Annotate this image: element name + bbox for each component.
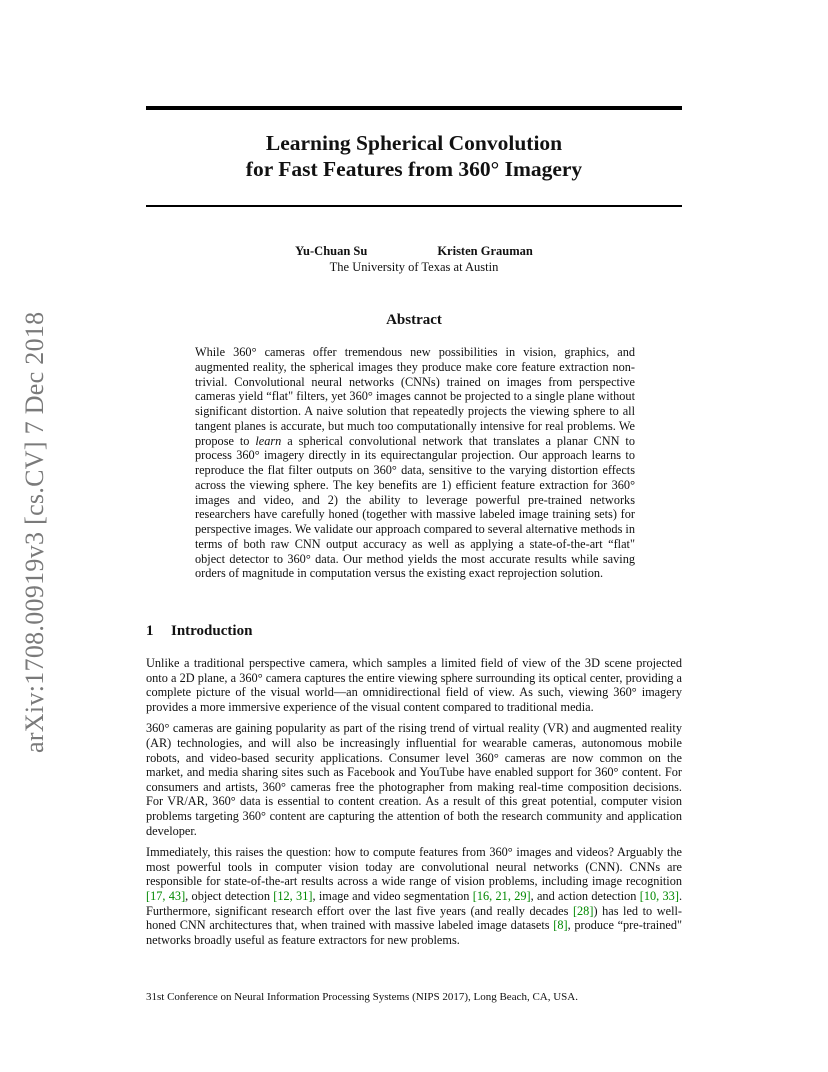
arxiv-identifier: arXiv:1708.00919v3 [cs.CV] 7 Dec 2018 [20,311,49,753]
title-bottom-rule [146,205,682,207]
paragraph: 360° cameras are gaining popularity as part of the rising trend of virtual reality (VR) and augmented reality (AR) technologies, and will also be increasingly influential for wearable cameras, autonomous mobile robots, and video-based security applications. Consumer level 360° cameras are now common on the market, and media sharing sites such as Facebook and YouTube have enabled support for 360° content. For consumers and artists, 360° cameras free the photographer from making real-time composition decisions. For VR/AR, 360° data is essential to content creation. As a result of this great potential, computer vision problems targeting 360° content are capturing the attention of both the research community and application developer. [146,721,682,838]
citation-link[interactable]: [17, 43] [146,888,186,903]
paper-title [146,130,682,182]
section-title: Introduction [171,623,253,639]
paragraph: Unlike a traditional perspective camera, which samples a limited field of view of the 3D scene projected onto a 2D plane, a 360° camera captures the entire viewing sphere surrounding its optical center, providing a complete picture of the visual world—an omnidirectional field of view. As such, viewing 360° imagery provides a more immersive experience of the visual content compared to traditional media. [146,656,682,714]
author-names [146,243,682,259]
citation-link[interactable]: [8] [553,918,568,933]
title-top-rule [146,106,682,110]
title-line-1: Learning Spherical Convolution [265,131,563,155]
author-block [146,243,682,275]
conference-footnote: 31st Conference on Neural Information Processing Systems (NIPS 2017), Long Beach, CA, USA. [146,991,578,1003]
section-heading-introduction [146,623,252,640]
section-number: 1 [146,623,154,639]
title-line-2: for Fast Features from 360° Imagery [245,157,583,181]
introduction-body [146,656,682,954]
abstract-text: While 360° cameras offer tremendous new possibilities in vision, graphics, and augmented reality, the spherical images they produce make core feature extraction non-trivial. Convolutional neural networks (CNNs) trained on images from perspective cameras yield “flat" filters, yet 360° images cannot be projected to a single plane without significant distortion. A naive solution that repeatedly projects the viewing sphere to all tangent planes is accurate, but much too computationally intensive for real problems. We propose to learn a spherical convolutional network that translates a planar CNN to process 360° imagery directly in its equirectangular projection. Our approach learns to reproduce the flat filter outputs on 360° data, sensitive to the varying distortion effects across the viewing sphere. The key benefits are 1) efficient feature extraction for 360° images and video, and 2) the ability to leverage powerful pre-trained networks researchers have carefully honed (together with massive labeled image training sets) for perspective images. We validate our approach compared to several alternative methods in terms of both raw CNN output accuracy as well as applying a state-of-the-art “flat" object detector to 360° data. Our method yields the most accurate results while saving orders of magnitude in computation versus the existing exact reprojection solution. [195,345,635,581]
author-name: Kristen Grauman [437,244,533,258]
abstract-heading: Abstract [386,312,442,328]
citation-link[interactable]: [28] [572,903,594,918]
author-name: Yu-Chuan Su [295,244,368,258]
paragraph: Immediately, this raises the question: how to compute features from 360° images and videos? Arguably the most powerful tools in computer vision today are convolutional neural networks (CNN). CNNs are responsible for state-of-the-art results across a wide range of vision problems, including image recognition [17, 43], object detection [12, 31], image and video segmentation [16, 21, 29], and action detection [10, 33]. Furthermore, significant research effort over the last five years (and really decades [28]) has led to well-honed CNN architectures that, when trained with massive labeled image datasets [8], produce “pre-trained" networks broadly useful as feature extractors for new problems. [146,845,683,947]
citation-link[interactable]: [12, 31] [273,888,313,903]
citation-link[interactable]: [10, 33] [639,888,679,903]
citation-link[interactable]: [16, 21, 29] [472,888,531,903]
author-affiliation: The University of Texas at Austin [329,260,499,274]
